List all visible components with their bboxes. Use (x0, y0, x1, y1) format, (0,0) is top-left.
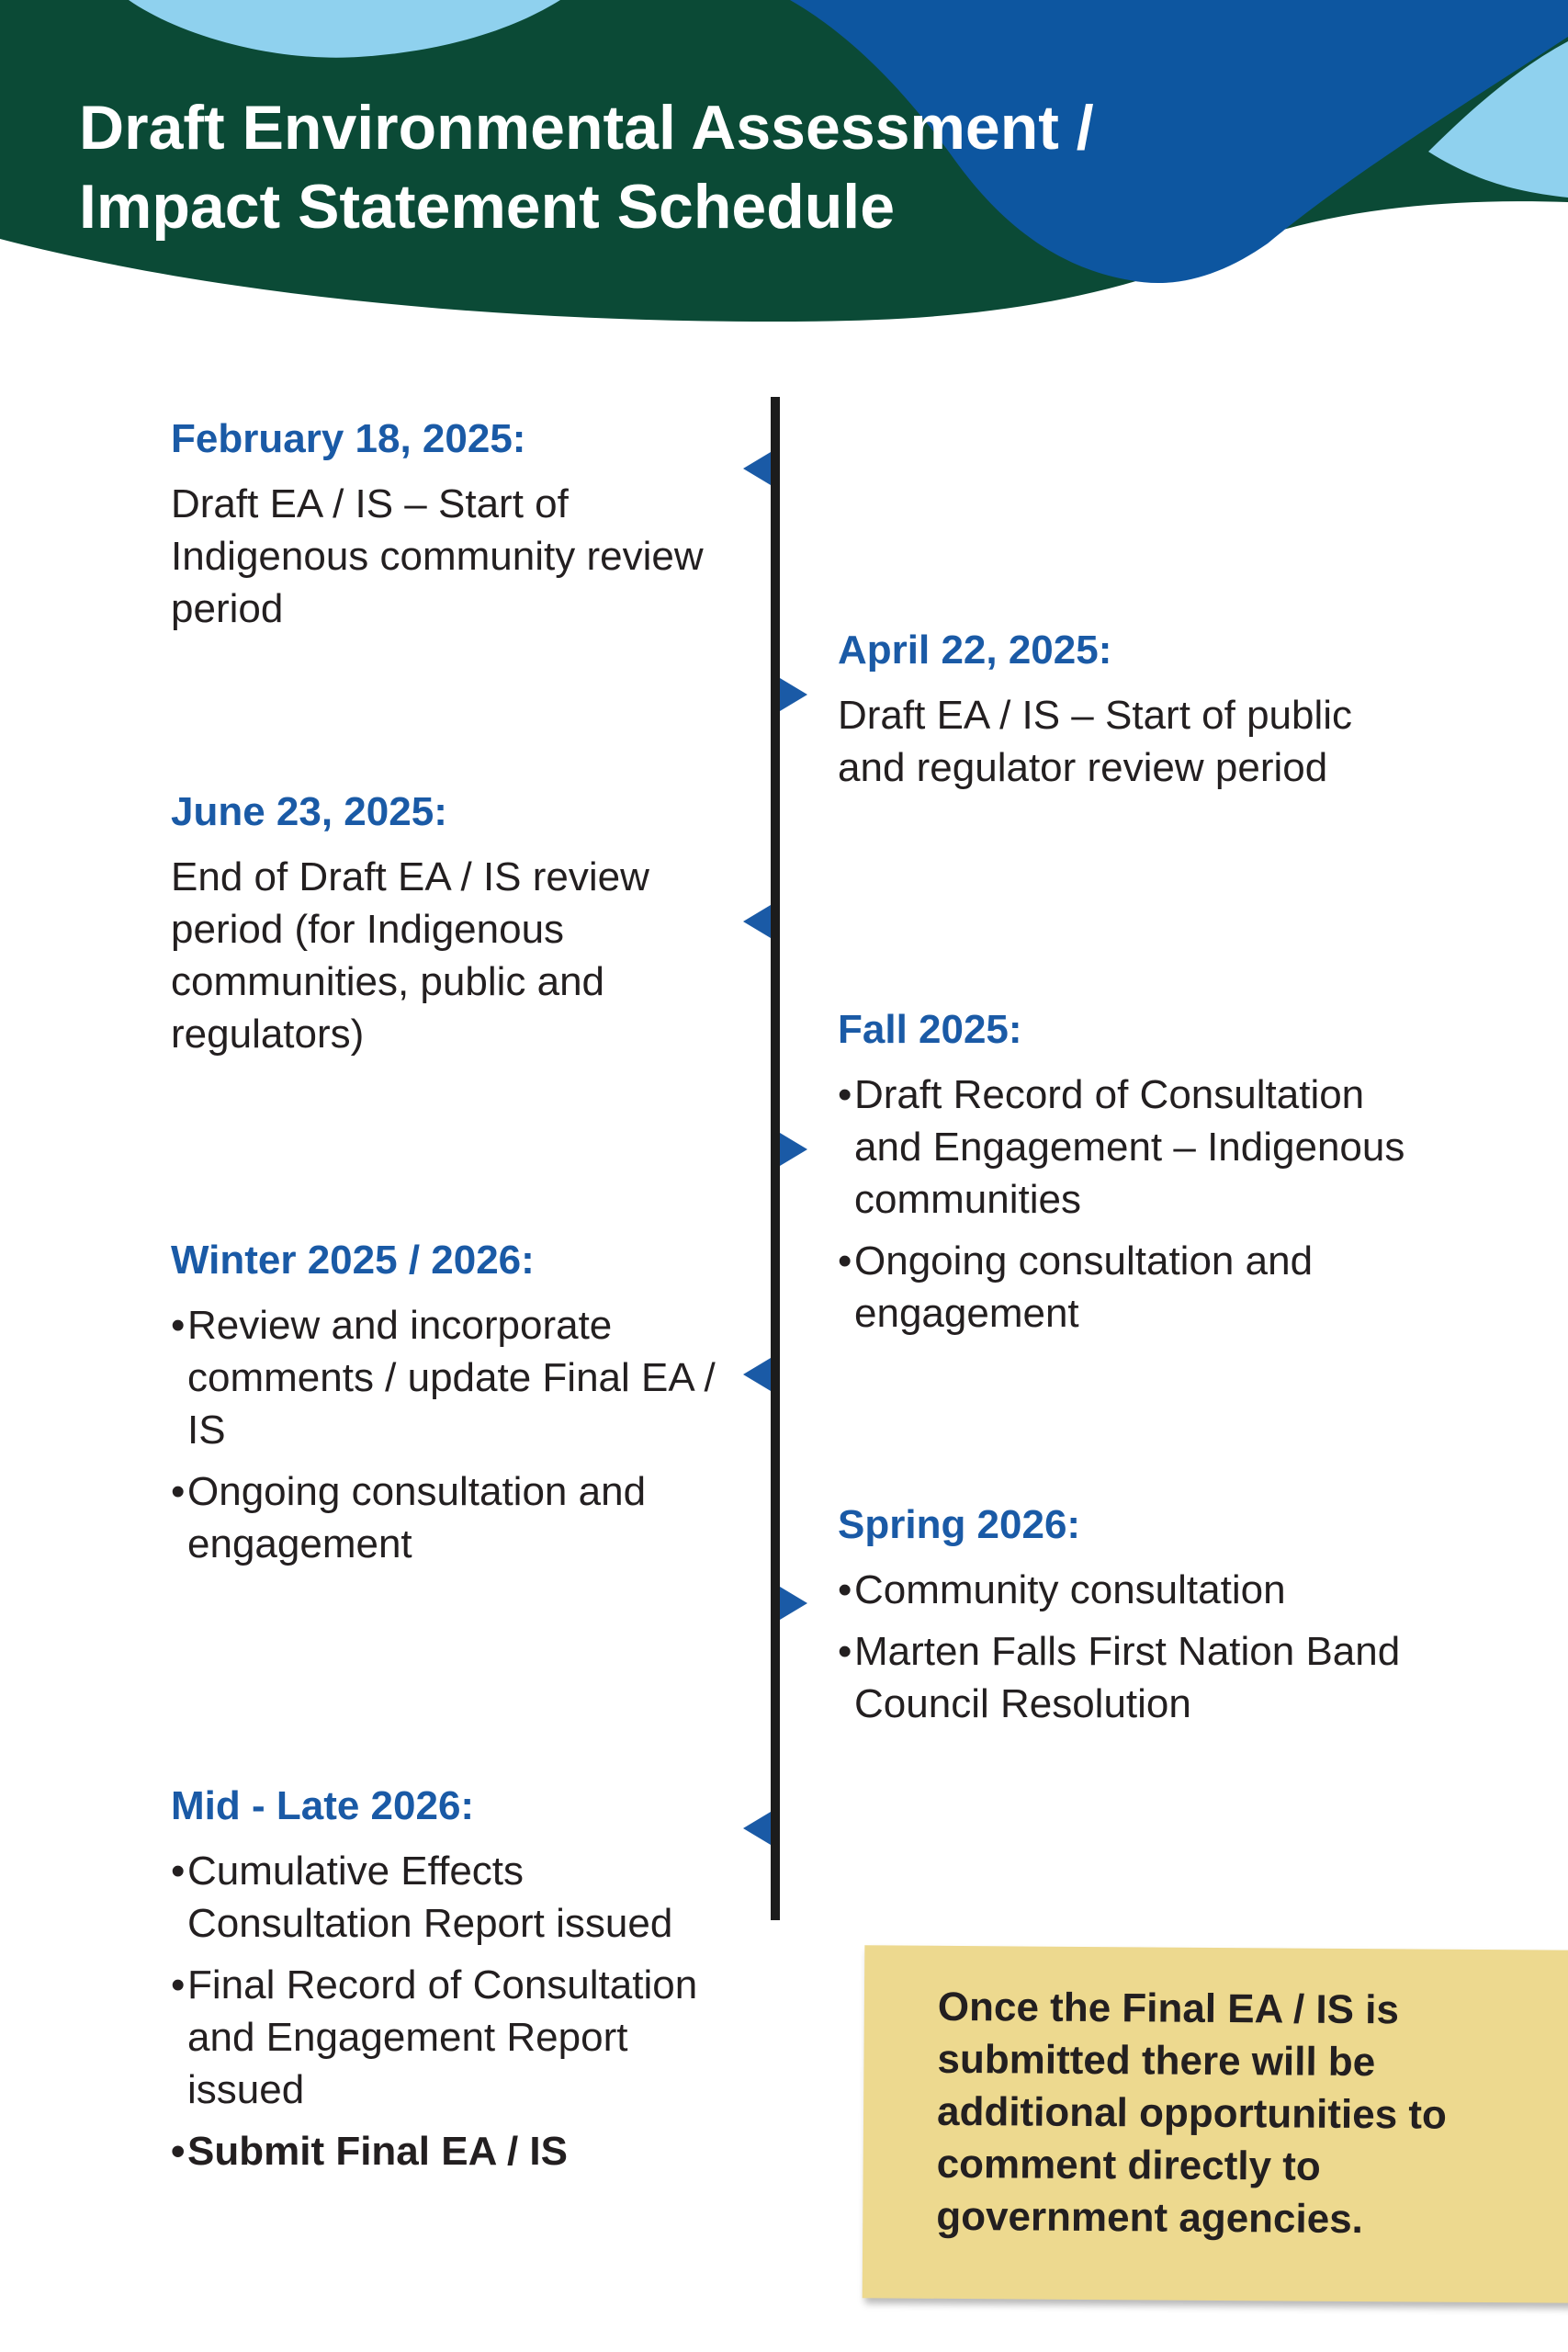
entry-bullet: • Ongoing consultation and engagement (838, 1235, 1426, 1340)
entry-description: Draft EA / IS – Start of public and regulator review period (838, 693, 1353, 790)
timeline-marker-april-2025 (780, 678, 807, 711)
page-title-line-2: Impact Statement Schedule (79, 172, 896, 242)
timeline-entry-april-2025 (838, 625, 1426, 794)
note-text: Once the Final EA / IS is submitted there will be additional opportunities to comment directly to government agencies. (936, 1984, 1448, 2243)
page-title-line-1: Draft Environmental Assessment / (79, 93, 1094, 163)
timeline-entry-spring-2026 (838, 1499, 1426, 1739)
entry-date: June 23, 2025: (171, 789, 447, 834)
timeline-entry-february-2025 (171, 413, 740, 635)
entry-bullet: • Final Record of Consultation and Engagement Report issued (171, 1959, 740, 2116)
entry-date: Winter 2025 / 2026: (171, 1238, 535, 1283)
entry-bullet-list (171, 1845, 740, 2177)
timeline-entry-fall-2025 (838, 1004, 1426, 1349)
entry-bullet: • Marten Falls First Nation Band Council Resolution (838, 1625, 1426, 1730)
timeline-marker-february-2025 (743, 452, 771, 485)
timeline-marker-spring-2026 (780, 1587, 807, 1620)
entry-bullet: • Review and incorporate comments / update Final EA / IS (171, 1299, 740, 1456)
timeline-marker-june-2025 (743, 905, 771, 938)
entry-bullet-list (838, 1564, 1426, 1730)
timeline-entry-mid-late-2026 (171, 1781, 740, 2187)
entry-bullet: • Cumulative Effects Consultation Report issued (171, 1845, 740, 1950)
timeline-marker-winter-2025-2026 (743, 1358, 771, 1391)
entry-bullet-list (838, 1069, 1426, 1340)
entry-date: Fall 2025: (838, 1007, 1022, 1052)
entry-bullet: • Ongoing consultation and engagement (171, 1465, 740, 1570)
entry-description: End of Draft EA / IS review period (for Indigenous communities, public and regulators) (171, 854, 649, 1057)
page-title (79, 88, 1094, 246)
timeline-entry-winter-2025-2026 (171, 1235, 740, 1579)
timeline-entry-june-2025 (171, 786, 740, 1060)
entry-bullet: • Draft Record of Consultation and Engagement – Indigenous communities (838, 1069, 1426, 1226)
timeline-marker-fall-2025 (780, 1133, 807, 1166)
entry-date: February 18, 2025: (171, 416, 526, 461)
entry-date: April 22, 2025: (838, 628, 1112, 673)
entry-bullet-list (171, 1299, 740, 1570)
entry-date: Spring 2026: (838, 1502, 1081, 1547)
entry-date: Mid - Late 2026: (171, 1783, 475, 1828)
timeline-line (771, 397, 780, 1920)
entry-bullet-submit-final: • Submit Final EA / IS (171, 2125, 740, 2177)
timeline-marker-mid-late-2026 (743, 1812, 771, 1845)
note-callout (863, 1945, 1568, 2302)
entry-bullet: • Community consultation (838, 1564, 1426, 1616)
entry-description: Draft EA / IS – Start of Indigenous community review period (171, 481, 704, 631)
